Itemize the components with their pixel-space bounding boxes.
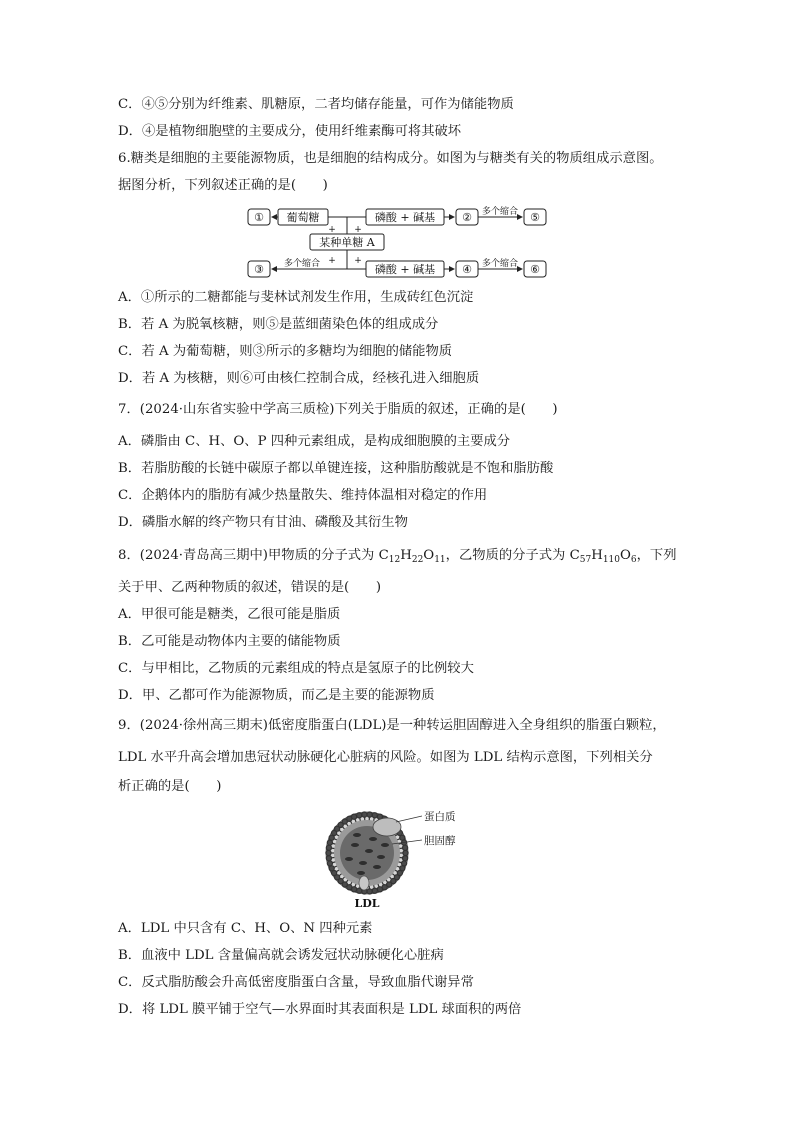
q5-option-d: D．④是植物细胞壁的主要成分，使用纤维素酶可将其破坏 bbox=[118, 124, 462, 139]
q7-option-b: B．若脂肪酸的长链中碳原子都以单键连接，这种脂肪酸就是不饱和脂肪酸 bbox=[118, 461, 554, 476]
diagram-node-6: ⑥ bbox=[530, 263, 540, 276]
diagram-node-1: ① bbox=[254, 211, 264, 224]
label-cholesterol: 胆固醇 bbox=[424, 835, 456, 847]
diagram-node-3: ③ bbox=[254, 263, 264, 276]
diagram-plus-1: + bbox=[328, 225, 336, 235]
sugar-composition-diagram bbox=[240, 204, 560, 280]
q6-stem-line-1: 6.糖类是细胞的主要能源物质，也是细胞的结构成分。如图为与糖类有关的物质组成示意图。 bbox=[118, 151, 663, 166]
diagram-node-2: ② bbox=[462, 211, 472, 224]
q9-option-b: B．血液中 LDL 含量偏高就会诱发冠状动脉硬化心脏病 bbox=[118, 948, 444, 963]
diagram-plus-2: + bbox=[354, 225, 362, 235]
q9-option-d: D．将 LDL 膜平铺于空气—水界面时其表面积是 LDL 球面积的两倍 bbox=[118, 1002, 522, 1017]
q8-stem-line-1: 8．(2024·青岛高三期中)甲物质的分子式为 $C_{12}H_{22}O_{11}$，乙物质的分子式为 $C_{57}H_{110}O_6$，下列 bbox=[118, 548, 677, 565]
diagram-phosphate-base-top: 磷酸 + 碱基 bbox=[374, 211, 436, 224]
q8-stem-line-2: 关于甲、乙两种物质的叙述，错误的是( ) bbox=[118, 580, 382, 595]
q9-stem-line-1: 9．(2024·徐州高三期末)低密度脂蛋白(LDL)是一种转运胆固醇进入全身组织的脂蛋白颗粒， bbox=[118, 718, 666, 733]
ldl-structure-figure bbox=[312, 804, 482, 910]
q9-stem-line-3: 析正确的是( ) bbox=[118, 779, 222, 794]
q8-option-d: D．甲、乙都可作为能源物质，而乙是主要的能源物质 bbox=[118, 688, 435, 703]
protein-blob bbox=[373, 818, 401, 836]
diagram-glucose: 葡萄糖 bbox=[286, 211, 320, 224]
q7-option-d: D．磷脂水解的终产物只有甘油、磷酸及其衍生物 bbox=[118, 515, 408, 530]
diagram-node-5: ⑤ bbox=[530, 211, 540, 224]
diagram-condensation-left: 多个缩合 bbox=[283, 259, 321, 269]
formula-c57h110o6: $C_{57}H_{110}O_6$ bbox=[569, 548, 637, 565]
q8-option-a: A．甲很可能是糖类，乙很可能是脂质 bbox=[118, 607, 341, 622]
q9-option-a: A．LDL 中只含有 C、H、O、N 四种元素 bbox=[118, 921, 373, 936]
q5-option-c: C．④⑤分别为纤维素、肌糖原，二者均储存能量，可作为储能物质 bbox=[118, 97, 514, 112]
q7-stem: 7．(2024·山东省实验中学高三质检)下列关于脂质的叙述，正确的是( ) bbox=[118, 402, 558, 417]
q8-option-b: B．乙可能是动物体内主要的储能物质 bbox=[118, 634, 341, 649]
diagram-monosaccharide-a: 某种单糖 A bbox=[319, 236, 375, 249]
q6-option-d: D．若 A 为核糖，则⑥可由核仁控制合成，经核孔进入细胞质 bbox=[118, 371, 480, 386]
ldl-caption: LDL bbox=[354, 897, 380, 910]
diagram-node-4: ④ bbox=[462, 263, 472, 276]
q7-option-c: C．企鹅体内的脂肪有减少热量散失、维持体温相对稳定的作用 bbox=[118, 488, 488, 503]
label-protein: 蛋白质 bbox=[424, 811, 456, 823]
q6-option-b: B．若 A 为脱氧核糖，则⑤是蓝细菌染色体的组成成分 bbox=[118, 317, 439, 332]
diagram-condensation-top: 多个缩合 bbox=[481, 207, 519, 217]
q6-option-c: C．若 A 为葡萄糖，则③所示的多糖均为细胞的储能物质 bbox=[118, 344, 453, 359]
diagram-phosphate-base-bottom: 磷酸 + 碱基 bbox=[374, 263, 436, 276]
formula-c12h22o11: $C_{12}H_{22}O_{11}$ bbox=[378, 548, 446, 565]
diagram-plus-4: + bbox=[354, 256, 362, 266]
q6-option-a: A．①所示的二糖都能与斐林试剂发生作用，生成砖红色沉淀 bbox=[118, 290, 474, 305]
diagram-condensation-bottom: 多个缩合 bbox=[481, 259, 519, 269]
diagram-plus-3: + bbox=[328, 256, 336, 266]
q9-option-c: C．反式脂肪酸会升高低密度脂蛋白含量，导致血脂代谢异常 bbox=[118, 975, 474, 990]
q8-option-c: C．与甲相比，乙物质的元素组成的特点是氢原子的比例较大 bbox=[118, 661, 474, 676]
q7-option-a: A．磷脂由 C、H、O、P 四种元素组成，是构成细胞膜的主要成分 bbox=[118, 434, 511, 449]
q9-stem-line-2: LDL 水平升高会增加患冠状动脉硬化心脏病的风险。如图为 LDL 结构示意图，下列相关分 bbox=[118, 750, 653, 765]
q6-stem-line-2: 据图分析，下列叙述正确的是( ) bbox=[118, 178, 328, 193]
